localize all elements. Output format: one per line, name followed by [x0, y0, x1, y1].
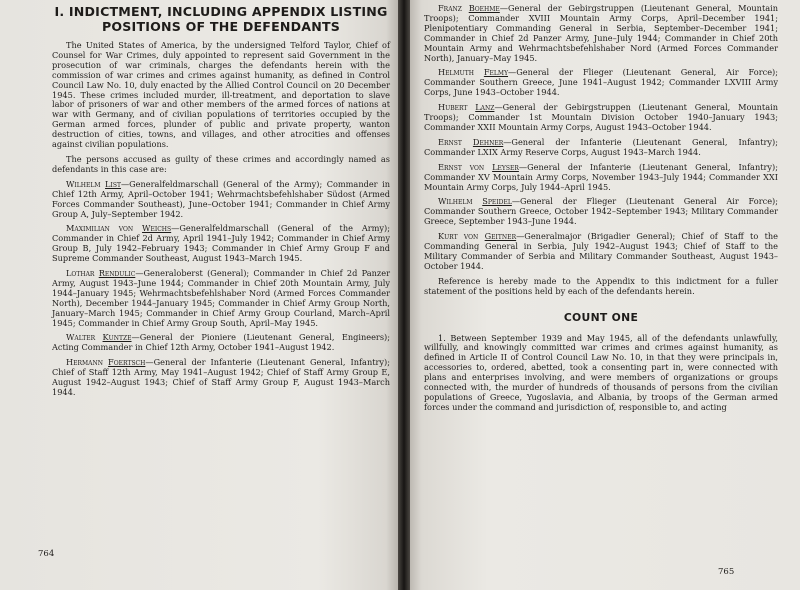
defendant-first-name: Wilhelm — [438, 196, 473, 207]
page-number-left: 764 — [38, 549, 55, 559]
page-number-right: 765 — [718, 567, 735, 577]
defendant-entry — [424, 163, 778, 193]
defendant-surname: Felmy — [483, 67, 509, 78]
right-column — [424, 4, 778, 418]
left-page — [0, 0, 398, 590]
defendant-surname: Geitner — [484, 231, 517, 242]
defendant-entry — [424, 68, 778, 98]
defendant-positions: —General der Gebirgstruppen (Lieutenant General, Mountain Troops); Commander 1st Mountain Division October 1940–January 1943; Commander XXII Mountain Army Corps, August 1943–October 1944. — [424, 102, 778, 132]
count-one-heading: COUNT ONE — [563, 310, 639, 324]
defendant-surname: Boehme — [468, 3, 500, 13]
defendant-surname: Lanz — [475, 102, 495, 113]
defendant-positions: —General der Gebirgstruppen (Lieutenant General, Mountain Troops); Commander XVIII Mountain Army Corps, April–December 1941; Plenipotentiary Commanding General in Serbia, September–December 1941; Commander in Chief 2d Panzer Army, June–July 1944; Commander in Chief 20th Mountain Army and Wehrmachtsbefehlshaber Nord (Armed Forces Commander North), January–May 1945. — [424, 3, 779, 63]
defendant-positions: —General der Infanterie (Lieutenant General, Infantry); Commander LXIX Army Reserve Corps, August 1943–March 1944. — [424, 136, 778, 157]
heading-line-1: I. INDICTMENT, INCLUDING APPENDIX LISTING — [54, 4, 388, 19]
defendant-entry — [424, 232, 778, 272]
defendant-first-name: Lothar — [66, 268, 95, 279]
defendant-positions: —General der Infanterie (Lieutenant General, Infantry); Chief of Staff 12th Army, May 1941–August 1942; Chief of Staff Army Group E, August 1942–August 1943; Chief of Staff Army Group F, August 1943–March 1944. — [52, 357, 390, 397]
defendant-surname: Foertsch — [108, 357, 146, 368]
defendant-surname: Dehner — [472, 136, 504, 147]
right-page — [410, 0, 800, 590]
defendant-positions: —Generalfeldmarschall (General of the Army); Commander in Chief 12th Army, April–October 1941; Wehrmachtsbefehlshaber Südost (Armed Forces Commander Southeast), June–October 1941; Commander in Chief Army Group A, July–September 1942. — [52, 178, 390, 219]
section-heading — [52, 4, 390, 34]
defendant-surname: Rendulic — [98, 268, 136, 279]
defendant-surname: List — [105, 178, 121, 189]
defendant-surname: Weichs — [142, 223, 172, 234]
defendant-first-name: Wilhelm — [66, 178, 101, 189]
defendant-positions: —Generaloberst (General); Commander in Chief 2d Panzer Army, August 1943–June 1944; Commander in Chief 20th Mountain Army, July 1944–January 1945; Wehrmachtsbefehlshaber Nord (Armed Forces Commander North), December 1944–January 1945; Commander in Chief Army Group North, January–March 1945; Commander in Chief Army Group Courland, March–April 1945; Commander in Chief Army Group South, April–May 1945. — [52, 268, 390, 328]
defendant-entry — [424, 4, 778, 63]
heading-line-2: POSITIONS OF THE DEFENDANTS — [101, 19, 341, 34]
defendant-entry — [52, 224, 390, 264]
defendant-entry — [52, 333, 390, 353]
defendant-entry — [424, 138, 778, 158]
left-defendant-list — [52, 180, 390, 398]
defendant-first-name: Hubert — [438, 102, 468, 113]
reference-paragraph: Reference is hereby made to the Appendix to this indictment for a fuller statement of the positions held by each of the defendants herein. — [424, 275, 778, 296]
defendant-entry — [52, 269, 390, 328]
defendant-first-name: Walter — [66, 332, 96, 343]
persons-intro-paragraph: The persons accused as guilty of these crimes and accordingly named as defendants in this case are: — [52, 153, 390, 174]
right-defendant-list — [424, 4, 778, 272]
defendant-entry — [424, 197, 778, 227]
defendant-positions: —General der Flieger (Lieutenant General Air Force); Commander Southern Greece, October 1942–September 1943; Military Commander Greece, September 1943–June 1944. — [424, 196, 778, 227]
left-column — [52, 4, 390, 403]
defendant-first-name: Kurt von — [438, 231, 479, 242]
defendant-surname: Speidel — [482, 196, 512, 207]
defendant-surname: Leyser — [492, 161, 519, 172]
defendant-positions: —Generalfeldmarschall (General of the Army); Commander in Chief 2d Army, April 1941–July 1942; Commander in Chief Army Group B, July 1942–February 1943; Commander in Chief Army Group F and Supreme Commander Southeast, August 1943–March 1945. — [52, 223, 391, 264]
defendant-positions: —Generalmajor (Brigadier General); Chief of Staff to the Commanding General in Serbia, July 1942–August 1943; Chief of Staff to the Military Commander of Serbia and Military Commander Southeast, August 1943–October 1944. — [424, 231, 778, 271]
defendant-first-name: Hermann — [66, 357, 104, 368]
defendant-entry — [52, 180, 390, 220]
defendant-positions: —General der Flieger (Lieutenant General, Air Force); Commander Southern Greece, June 1941–August 1942; Commander LXVIII Army Corps, June 1943–October 1944. — [424, 67, 778, 98]
defendant-first-name: Ernst von — [438, 161, 485, 172]
defendant-first-name: Ernst — [438, 136, 462, 147]
defendant-first-name: Franz — [438, 3, 462, 13]
defendant-positions: —General der Infanterie (Lieutenant General, Infantry); Commander XV Mountain Army Corps, November 1943–July 1944; Commander XXI Mountain Army Corps, July 1944–April 1945. — [424, 161, 778, 192]
defendant-surname: Kuntze — [102, 332, 132, 343]
defendant-first-name: Helmuth — [438, 67, 474, 78]
defendant-positions: —General der Pioniere (Lieutenant General, Engineers); Acting Commander in Chief 12th Army, October 1941–August 1942. — [52, 332, 390, 353]
count-one-paragraph: 1. Between September 1939 and May 1945, all of the defendants unlawfully, willfully, and knowingly committed war crimes and crimes against humanity, as defined in Article II of Control Council Law No. 10, in that they were principals in, accessories to, ordered, abetted, took a consenting part in, were connected with plans and enterprises involving, and were members of organizations or groups connected with, the murder of hundreds of thousands of persons from the civilian populations of Greece, Yugoslavia, and Albania, by troops of the German armed forces under the command and jurisdiction of, responsible to, and acting — [424, 332, 778, 412]
defendant-entry — [424, 103, 778, 133]
book-gutter — [398, 0, 410, 590]
defendant-entry — [52, 358, 390, 398]
defendant-first-name: Maximilian von — [66, 223, 134, 234]
intro-paragraph: The United States of America, by the undersigned Telford Taylor, Chief of Counsel for War Crimes, duly appointed to represent said Government in the prosecution of war criminals, charges the defendants herein with the commission of war crimes and crimes against humanity, as defined in Control Council Law No. 10, duly enacted by the Allied Control Council on 20 December 1945. These crimes included murder, ill-treatment, and deportation to slave labor of prisoners of war and other members of the armed forces of nations at war with Germany, and of civilian populations of territories occupied by the German armed forces, plunder of public and private property, wanton destruction of cities, towns, and villages, and other atrocities and offenses against civilian populations. — [52, 40, 390, 150]
